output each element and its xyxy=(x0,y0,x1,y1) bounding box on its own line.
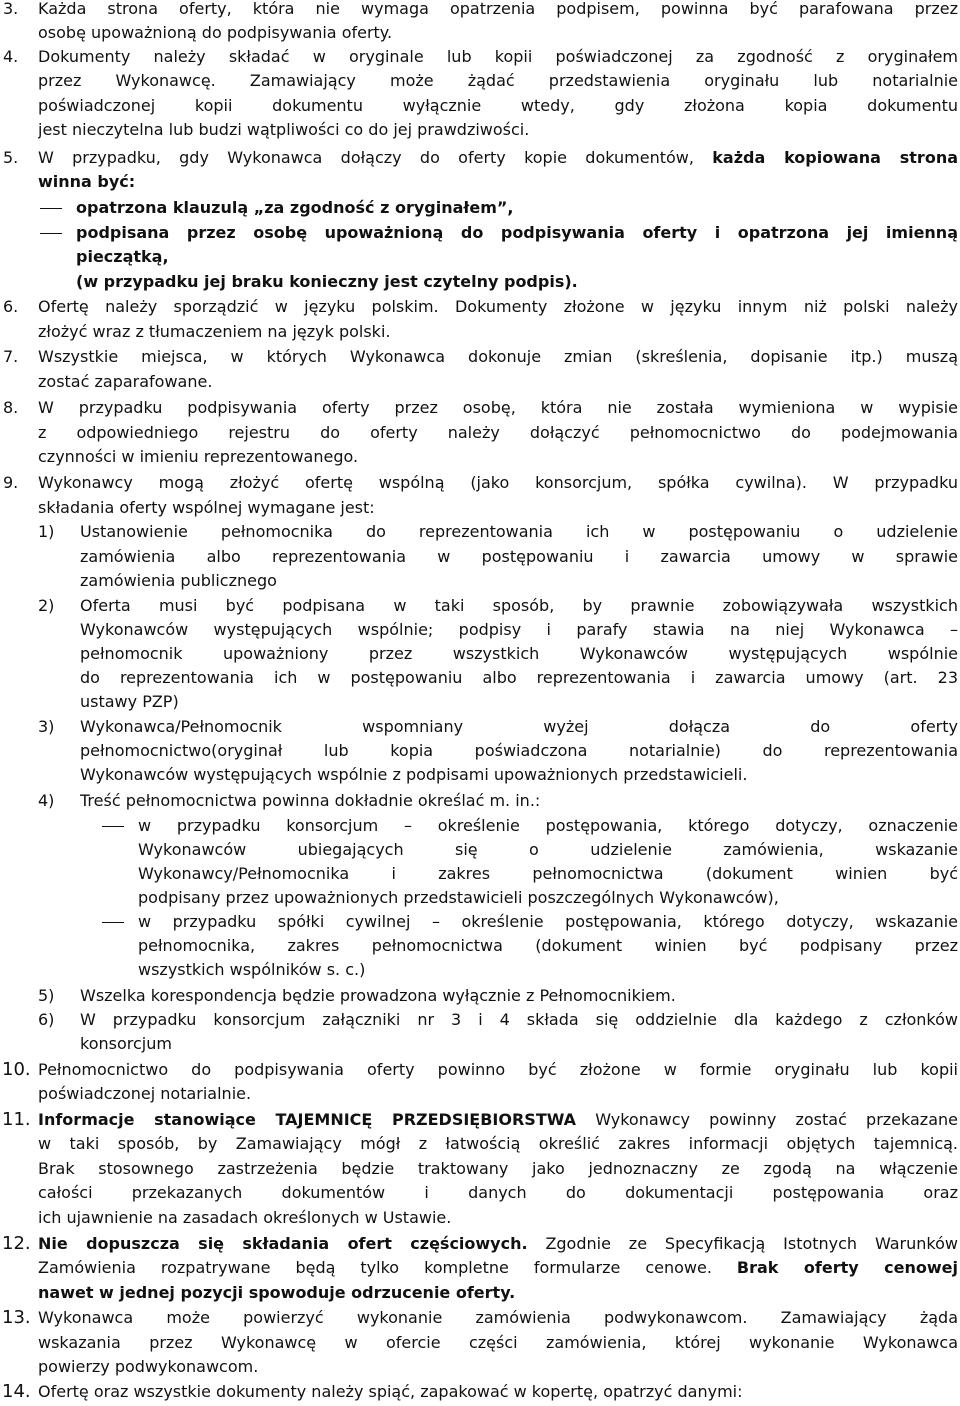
item-4-line-4: jest nieczytelna lub budzi wątpliwości co do jej prawdziwości. xyxy=(38,120,530,139)
item-10-line-2: poświadczonej notarialnie. xyxy=(38,1084,252,1103)
item-5-line-2: winna być: xyxy=(38,172,136,191)
item-13-line-3: powierzy podwykonawcom. xyxy=(38,1357,259,1376)
item-11-line-3: Brak stosownego zastrzeżenia będzie traktowany jako jednoznaczny ze zgodą na włączenie xyxy=(38,1159,958,1178)
item-9-6-line-1: W przypadku konsorcjum załączniki nr 3 i 4 składa się oddzielnie dla każdego z członków xyxy=(80,1010,958,1029)
item-number: 5. xyxy=(3,148,19,167)
item-12-line-1: Nie dopuszcza się składania ofert częściowych. Zgodnie ze Specyfikacją Istotnych Warunków xyxy=(38,1234,958,1253)
item-9-line-1: Wykonawcy mogą złożyć ofertę wspólną (jako konsorcjum, spółka cywilna). W przypadku xyxy=(38,473,958,492)
item-number: 10. xyxy=(2,1059,31,1080)
item-9-4-d2-line-2: pełnomocnika, zakres pełnomocnictwa (dokument winien być podpisany przez xyxy=(138,936,958,955)
item-9-1-line-2: zamówienia albo reprezentowania w postępowaniu i zawarcia umowy w sprawie xyxy=(80,547,958,566)
item-5-bullet-2: podpisana przez osobę upoważnioną do podpisywania oferty i opatrzona jej imienną xyxy=(76,223,958,242)
item-8-line-3: czynności w imieniu reprezentowanego. xyxy=(38,447,359,466)
item-number: 8. xyxy=(3,398,19,417)
item-number: 7. xyxy=(3,347,19,366)
item-7-line-2: zostać zaparafowane. xyxy=(38,372,213,391)
item-number: 14. xyxy=(2,1381,31,1402)
subitem-number: 4) xyxy=(38,791,55,810)
item-13-line-1: Wykonawca może powierzyć wykonanie zamówienia podwykonawcom. Zamawiający żąda xyxy=(38,1308,958,1327)
item-9-2-line-5: ustawy PZP) xyxy=(80,692,179,711)
dash-bullet xyxy=(102,922,124,923)
subitem-number: 3) xyxy=(38,717,55,736)
item-5-line-1: W przypadku, gdy Wykonawca dołączy do oferty kopie dokumentów, każda kopiowana strona xyxy=(38,148,958,167)
dash-bullet xyxy=(102,826,124,827)
item-8-line-2: z odpowiedniego rejestru do oferty należy dołączyć pełnomocnictwo do podejmowania xyxy=(38,423,958,442)
item-4-line-3: poświadczonej kopii dokumentu wyłącznie wtedy, gdy złożona kopia dokumentu xyxy=(38,96,958,115)
item-number: 6. xyxy=(3,297,19,316)
item-6-line-2: złożyć wraz z tłumaczeniem na język polski. xyxy=(38,322,391,341)
item-9-4-d1-line-4: podpisany przez upoważnionych przedstawicieli poszczególnych Wykonawców), xyxy=(138,888,779,907)
item-9-line-2: składania oferty wspólnej wymagane jest: xyxy=(38,498,375,517)
item-13-line-2: wskazania przez Wykonawcę w ofercie części zamówienia, której wykonanie Wykonawca xyxy=(38,1333,958,1352)
item-5-bullet-1: opatrzona klauzulą „za zgodność z oryginałem”, xyxy=(76,198,514,217)
item-11-line-1: Informacje stanowiące TAJEMNICĘ PRZEDSIĘBIORSTWA Wykonawcy powinny zostać przekazane xyxy=(38,1110,958,1129)
item-number: 9. xyxy=(3,473,19,492)
item-11-line-4: całości przekazanych dokumentów i danych do dokumentacji postępowania oraz xyxy=(38,1183,958,1202)
item-9-1-line-3: zamówienia publicznego xyxy=(80,571,277,590)
item-12-line-3: nawet w jednej pozycji spowoduje odrzucenie oferty. xyxy=(38,1283,516,1302)
item-12-line-2: Zamówienia rozpatrywane będą tylko kompletne formularze cenowe. Brak oferty cenowej xyxy=(38,1258,958,1277)
item-9-3-line-1: Wykonawca/Pełnomocnik wspomniany wyżej dołącza do oferty xyxy=(80,717,958,736)
item-number: 3. xyxy=(3,0,19,18)
item-number: 12. xyxy=(2,1233,31,1254)
subitem-number: 2) xyxy=(38,596,55,615)
item-9-5-line-1: Wszelka korespondencja będzie prowadzona wyłącznie z Pełnomocnikiem. xyxy=(80,986,676,1005)
item-9-6-line-2: konsorcjum xyxy=(80,1034,172,1053)
item-5-bullet-2-cont: pieczątką, xyxy=(76,247,169,266)
dash-bullet xyxy=(40,233,62,234)
item-3-line-2: osobę upoważnioną do podpisywania oferty. xyxy=(38,23,393,42)
subitem-number: 6) xyxy=(38,1010,55,1029)
item-9-4-d1-line-2: Wykonawców ubiegających się o udzielenie zamówienia, wskazanie xyxy=(138,840,958,859)
item-10-line-1: Pełnomocnictwo do podpisywania oferty powinno być złożone w formie oryginału lub kopii xyxy=(38,1060,958,1079)
item-9-4-line-1: Treść pełnomocnictwa powinna dokładnie określać m. in.: xyxy=(80,791,541,810)
item-number: 4. xyxy=(3,47,19,66)
item-11-line-5: ich ujawnienie na zasadach określonych w Ustawie. xyxy=(38,1208,452,1227)
item-9-4-d1-line-3: Wykonawcy/Pełnomocnika i zakres pełnomocnictwa (dokument winien być xyxy=(138,864,958,883)
item-4-line-1: Dokumenty należy składać w oryginale lub kopii poświadczonej za zgodność z oryginałem xyxy=(38,47,958,66)
item-number: 11. xyxy=(2,1109,31,1130)
item-7-line-1: Wszystkie miejsca, w których Wykonawca dokonuje zmian (skreślenia, dopisanie itp.) muszą xyxy=(38,347,958,366)
item-9-2-line-2: Wykonawców występujących wspólnie; podpisy i parafy stawia na niej Wykonawca – xyxy=(80,620,958,639)
item-9-3-line-2: pełnomocnictwo(oryginał lub kopia poświadczona notarialnie) do reprezentowania xyxy=(80,741,958,760)
item-9-2-line-4: do reprezentowania ich w postępowaniu albo reprezentowania i zawarcia umowy (art. 23 xyxy=(80,668,958,687)
item-9-4-d2-line-1: w przypadku spółki cywilnej – określenie postępowania, którego dotyczy, wskazanie xyxy=(138,912,958,931)
item-11-line-2: w taki sposób, by Zamawiający mógł z łatwością określić zakres informacji objętych tajemnicą. xyxy=(38,1134,958,1153)
item-8-line-1: W przypadku podpisywania oferty przez osobę, która nie została wymieniona w wypisie xyxy=(38,398,958,417)
subitem-number: 1) xyxy=(38,522,55,541)
item-9-1-line-1: Ustanowienie pełnomocnika do reprezentowania ich w postępowaniu o udzielenie xyxy=(80,522,958,541)
item-3-line-1: Każda strona oferty, która nie wymaga opatrzenia podpisem, powinna być parafowana przez xyxy=(38,0,958,18)
item-6-line-1: Ofertę należy sporządzić w języku polskim. Dokumenty złożone w języku innym niż polski należy xyxy=(38,297,958,316)
item-4-line-2: przez Wykonawcę. Zamawiający może żądać przedstawienia oryginału lub notarialnie xyxy=(38,71,958,90)
item-9-3-line-3: Wykonawców występujących wspólnie z podpisami upoważnionych przedstawicieli. xyxy=(80,765,748,784)
item-number: 13. xyxy=(2,1307,31,1328)
item-9-4-d1-line-1: w przypadku konsorcjum – określenie postępowania, którego dotyczy, oznaczenie xyxy=(138,816,958,835)
dash-bullet xyxy=(40,208,62,209)
item-5-bullet-2-note: (w przypadku jej braku konieczny jest czytelny podpis). xyxy=(76,272,578,291)
item-9-2-line-3: pełnomocnik upoważniony przez wszystkich Wykonawców występujących wspólnie xyxy=(80,644,958,663)
item-9-4-d2-line-3: wszystkich wspólników s. c.) xyxy=(138,960,366,979)
item-9-2-line-1: Oferta musi być podpisana w taki sposób, by prawnie zobowiązywała wszystkich xyxy=(80,596,958,615)
subitem-number: 5) xyxy=(38,986,55,1005)
item-14-line-1: Ofertę oraz wszystkie dokumenty należy spiąć, zapakować w kopertę, opatrzyć danymi: xyxy=(38,1382,743,1401)
